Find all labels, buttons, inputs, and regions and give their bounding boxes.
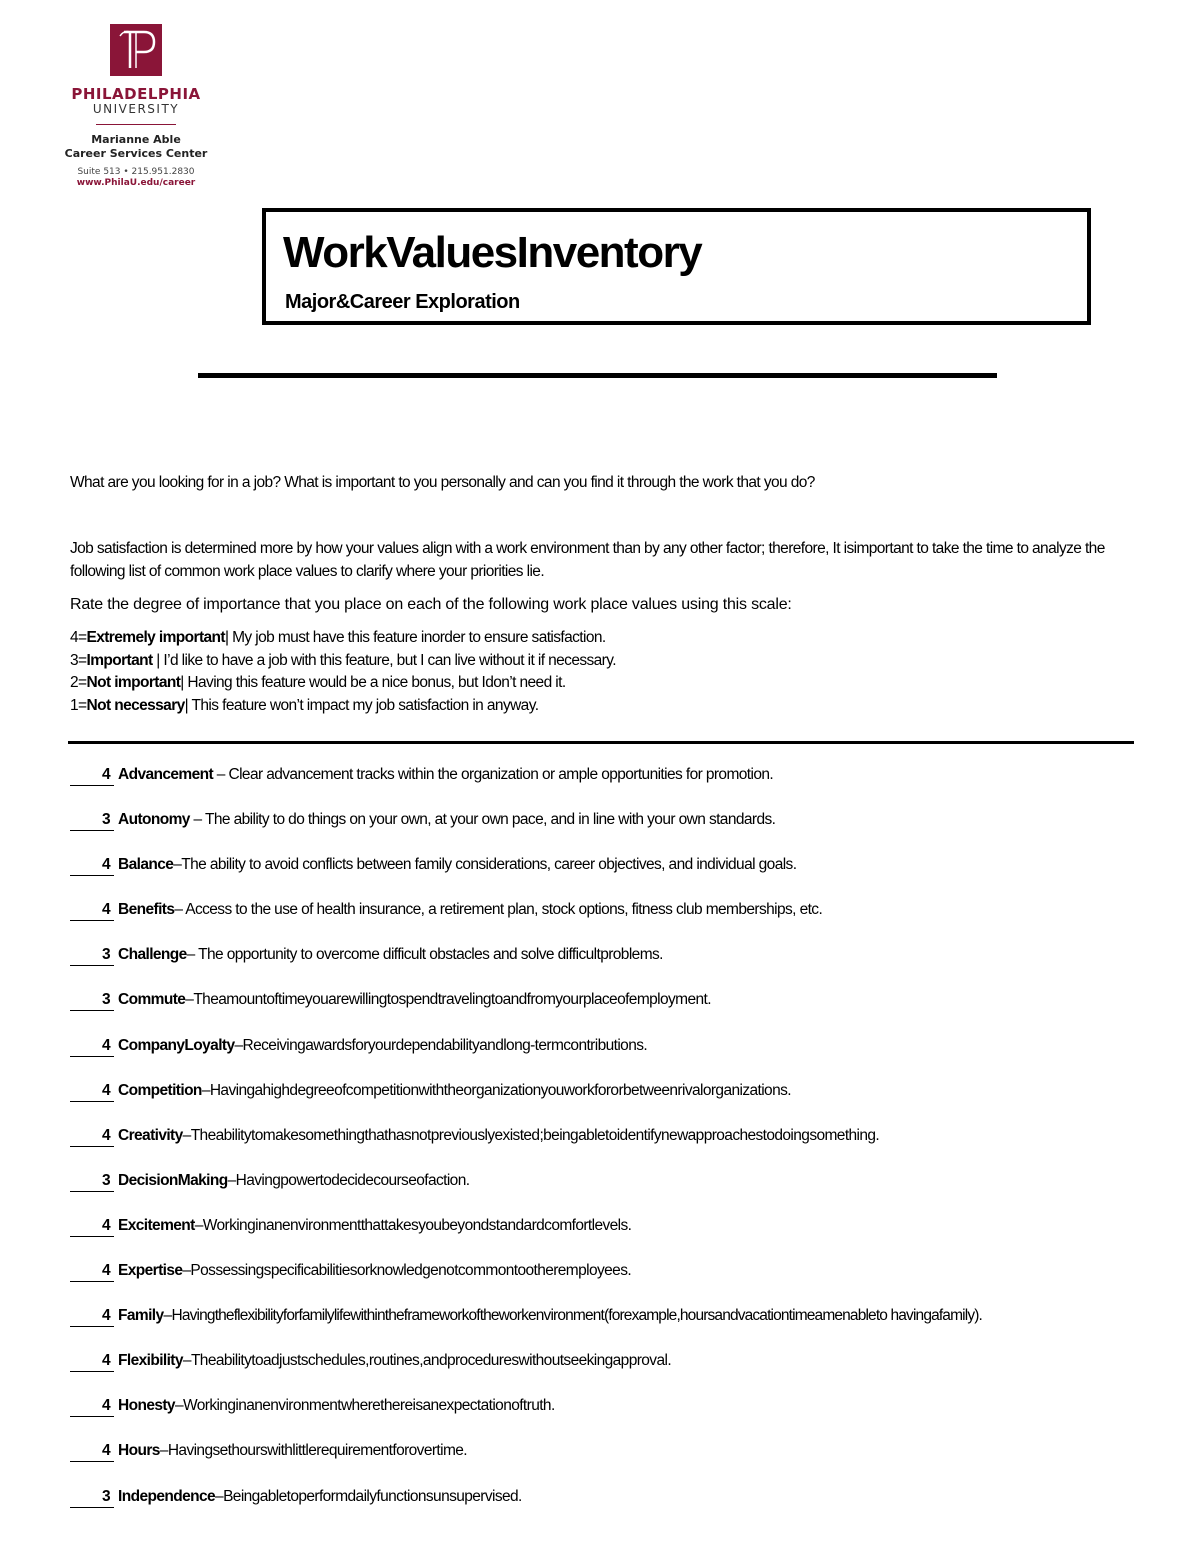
value-item (70, 1035, 1160, 1080)
value-dash: – (174, 901, 186, 919)
value-desc: Theabilitytomakesomethingthathasnotpreviouslyexisted;beingabletoidentifynewapproachestodoingsomething. (190, 1126, 880, 1144)
value-dash: – (182, 1262, 191, 1280)
scale-number: 1= (70, 696, 87, 714)
scale-label: Not important (86, 674, 181, 691)
value-name: DecisionMaking (118, 1171, 228, 1189)
value-dash: – (159, 1442, 168, 1460)
value-desc: Workinginanenvironmentthattakesyoubeyondstandardcomfortlevels. (202, 1216, 632, 1234)
value-item (70, 809, 1160, 854)
value-item (70, 944, 1160, 989)
values-list (70, 764, 1160, 1531)
value-name: Expertise (118, 1262, 183, 1280)
intro-satisfaction: Job satisfaction is determined more by how your values align with a work environment than by any other factor; therefore, It isimportant to take the time to analyze the following list of common work place values to clarify where your priorities lie. (70, 540, 1105, 580)
rating-blank[interactable]: 4 (70, 1081, 114, 1102)
value-item (70, 1170, 1160, 1215)
value-desc: Havingahighdegreeofcompetitionwiththeorganizationyouworkfororbetweenrivalorganizations. (209, 1081, 791, 1099)
university-name: PHILADELPHIA (71, 85, 201, 103)
value-desc: Clear advancement tracks within the organization or ample opportunities for promotion. (228, 766, 774, 783)
rating-blank[interactable]: 3 (70, 990, 114, 1011)
scale-label: Not necessary (86, 696, 185, 714)
section-divider (68, 741, 1134, 744)
rating-blank[interactable]: 4 (70, 1126, 114, 1147)
value-desc: Havingsethourswithlittlerequirementforovertime. (167, 1442, 467, 1460)
value-desc: Receivingawardsforyourdependabilityandlong-termcontributions. (242, 1036, 648, 1054)
rating-scale (70, 627, 1130, 717)
value-name: Competition (118, 1081, 202, 1099)
value-name: Advancement (118, 766, 214, 783)
rating-blank[interactable]: 4 (70, 1216, 114, 1237)
value-dash: – (186, 946, 199, 964)
value-name: CompanyLoyalty (118, 1036, 235, 1054)
value-dash: – (174, 1397, 183, 1415)
scale-number: 4= (70, 629, 87, 646)
value-name: Autonomy (118, 811, 190, 829)
value-item (70, 1125, 1160, 1170)
scale-label: Extremely important (86, 629, 225, 646)
scale-desc: | This feature won’t impact my job satisfaction in anyway. (184, 696, 539, 714)
rating-blank[interactable]: 3 (70, 945, 114, 966)
value-item (70, 1486, 1160, 1531)
center-line-1: Marianne Able (91, 133, 181, 146)
rating-blank[interactable]: 4 (70, 1306, 114, 1327)
title-box (262, 208, 1091, 325)
university-subtitle: UNIVERSITY (92, 102, 180, 116)
value-name: Family (118, 1307, 164, 1325)
philadelphia-university-logo-icon (110, 24, 162, 76)
contact-phone: Suite 513 • 215.951.2830 (77, 167, 195, 177)
rating-blank[interactable]: 3 (70, 810, 114, 831)
value-dash: – (201, 1081, 210, 1099)
value-name: Balance (118, 856, 174, 874)
value-item (70, 1080, 1160, 1125)
value-item (70, 1215, 1160, 1260)
value-desc: Theabilitytoadjustschedules,routines,andprocedureswithoutseekingapproval. (190, 1352, 672, 1370)
page-title: WorkValuesInventory (283, 228, 702, 277)
center-line-2: Career Services Center (64, 147, 208, 160)
value-item (70, 1260, 1160, 1305)
scale-item (70, 627, 1130, 650)
career-url: www.PhilaU.edu/career (76, 178, 196, 188)
rating-blank[interactable]: 4 (70, 1441, 114, 1462)
value-desc: The ability to avoid conflicts between family considerations, career objectives, and individual goals. (181, 856, 797, 874)
value-desc: Possessingspecificabilitiesorknowledgenotcommontootheremployees. (190, 1262, 632, 1280)
value-name: Challenge (118, 946, 187, 964)
value-name: Excitement (118, 1216, 195, 1234)
value-item (70, 1440, 1160, 1485)
rating-blank[interactable]: 4 (70, 855, 114, 876)
value-desc: Beingabletoperformdailyfunctionsunsupervised. (223, 1487, 522, 1505)
value-item (70, 1350, 1160, 1395)
page-subtitle: Major&Career Exploration (285, 291, 520, 313)
value-desc: The opportunity to overcome difficult obstacles and solve difficultproblems. (198, 946, 663, 964)
value-dash: – (215, 1487, 224, 1505)
rating-blank[interactable]: 3 (70, 1487, 114, 1508)
value-name: Hours (118, 1442, 160, 1460)
scale-item (70, 650, 1130, 673)
value-item (70, 1305, 1160, 1350)
scale-item (70, 695, 1130, 718)
scale-desc: | My job must have this feature inorder to ensure satisfaction. (224, 629, 606, 646)
scale-desc: | Having this feature would be a nice bonus, but Idon’t need it. (180, 674, 566, 691)
value-item (70, 899, 1160, 944)
value-name: Creativity (118, 1126, 183, 1144)
value-item (70, 1395, 1160, 1440)
rate-instruction: Rate the degree of importance that you place on each of the following work place values using this scale: (70, 596, 792, 613)
rating-blank[interactable]: 4 (70, 1396, 114, 1417)
value-dash: – (185, 991, 194, 1009)
value-desc: The ability to do things on your own, at your own pace, and in line with your own standards. (205, 811, 776, 829)
value-dash: – (163, 1307, 172, 1325)
value-desc: Access to the use of health insurance, a retirement plan, stock options, fitness club memberships, etc. (185, 901, 823, 919)
value-dash: – (189, 811, 205, 829)
value-name: Flexibility (118, 1352, 183, 1370)
value-desc: Workinginanenvironmentwherethereisanexpectationoftruth. (182, 1397, 555, 1415)
value-name: Commute (118, 991, 186, 1009)
intro-question: What are you looking for in a job? What is important to you personally and can you find it through the work that you do? (70, 474, 815, 491)
value-dash: – (227, 1171, 236, 1189)
value-dash: – (213, 766, 229, 783)
rating-blank[interactable]: 4 (70, 765, 114, 786)
rating-blank[interactable]: 4 (70, 900, 114, 921)
rating-blank[interactable]: 3 (70, 1171, 114, 1192)
scale-desc: | I’d like to have a job with this feature, but I can live without it if necessary. (152, 651, 616, 669)
rating-blank[interactable]: 4 (70, 1036, 114, 1057)
rating-blank[interactable]: 4 (70, 1351, 114, 1372)
value-dash: – (234, 1036, 243, 1054)
value-item (70, 854, 1160, 899)
value-dash: – (182, 1126, 191, 1144)
value-name: Independence (118, 1487, 216, 1505)
value-dash: – (173, 856, 182, 874)
university-logo (62, 24, 210, 189)
value-desc: Havingpowertodecidecourseofaction. (235, 1171, 470, 1189)
scale-number: 2= (70, 674, 87, 691)
value-desc: Theamountoftimeyouarewillingtospendtravelingtoandfromyourplaceofemployment. (193, 991, 711, 1009)
value-name: Honesty (118, 1397, 175, 1415)
value-dash: – (194, 1216, 203, 1234)
value-desc: Havingtheflexibilityforfamilylifewithintheframeworkoftheworkenvironment(forexample,hoursandvacationtimeamenableto havingafamily). (171, 1307, 982, 1325)
top-divider (198, 373, 997, 378)
scale-number: 3= (70, 651, 87, 669)
scale-label: Important (86, 651, 153, 669)
value-item (70, 989, 1160, 1034)
value-item (70, 764, 1160, 809)
rating-blank[interactable]: 4 (70, 1261, 114, 1282)
value-dash: – (182, 1352, 191, 1370)
career-center-name (62, 133, 210, 161)
logo-divider (96, 124, 176, 125)
scale-item (70, 672, 1130, 695)
value-name: Benefits (118, 901, 175, 919)
